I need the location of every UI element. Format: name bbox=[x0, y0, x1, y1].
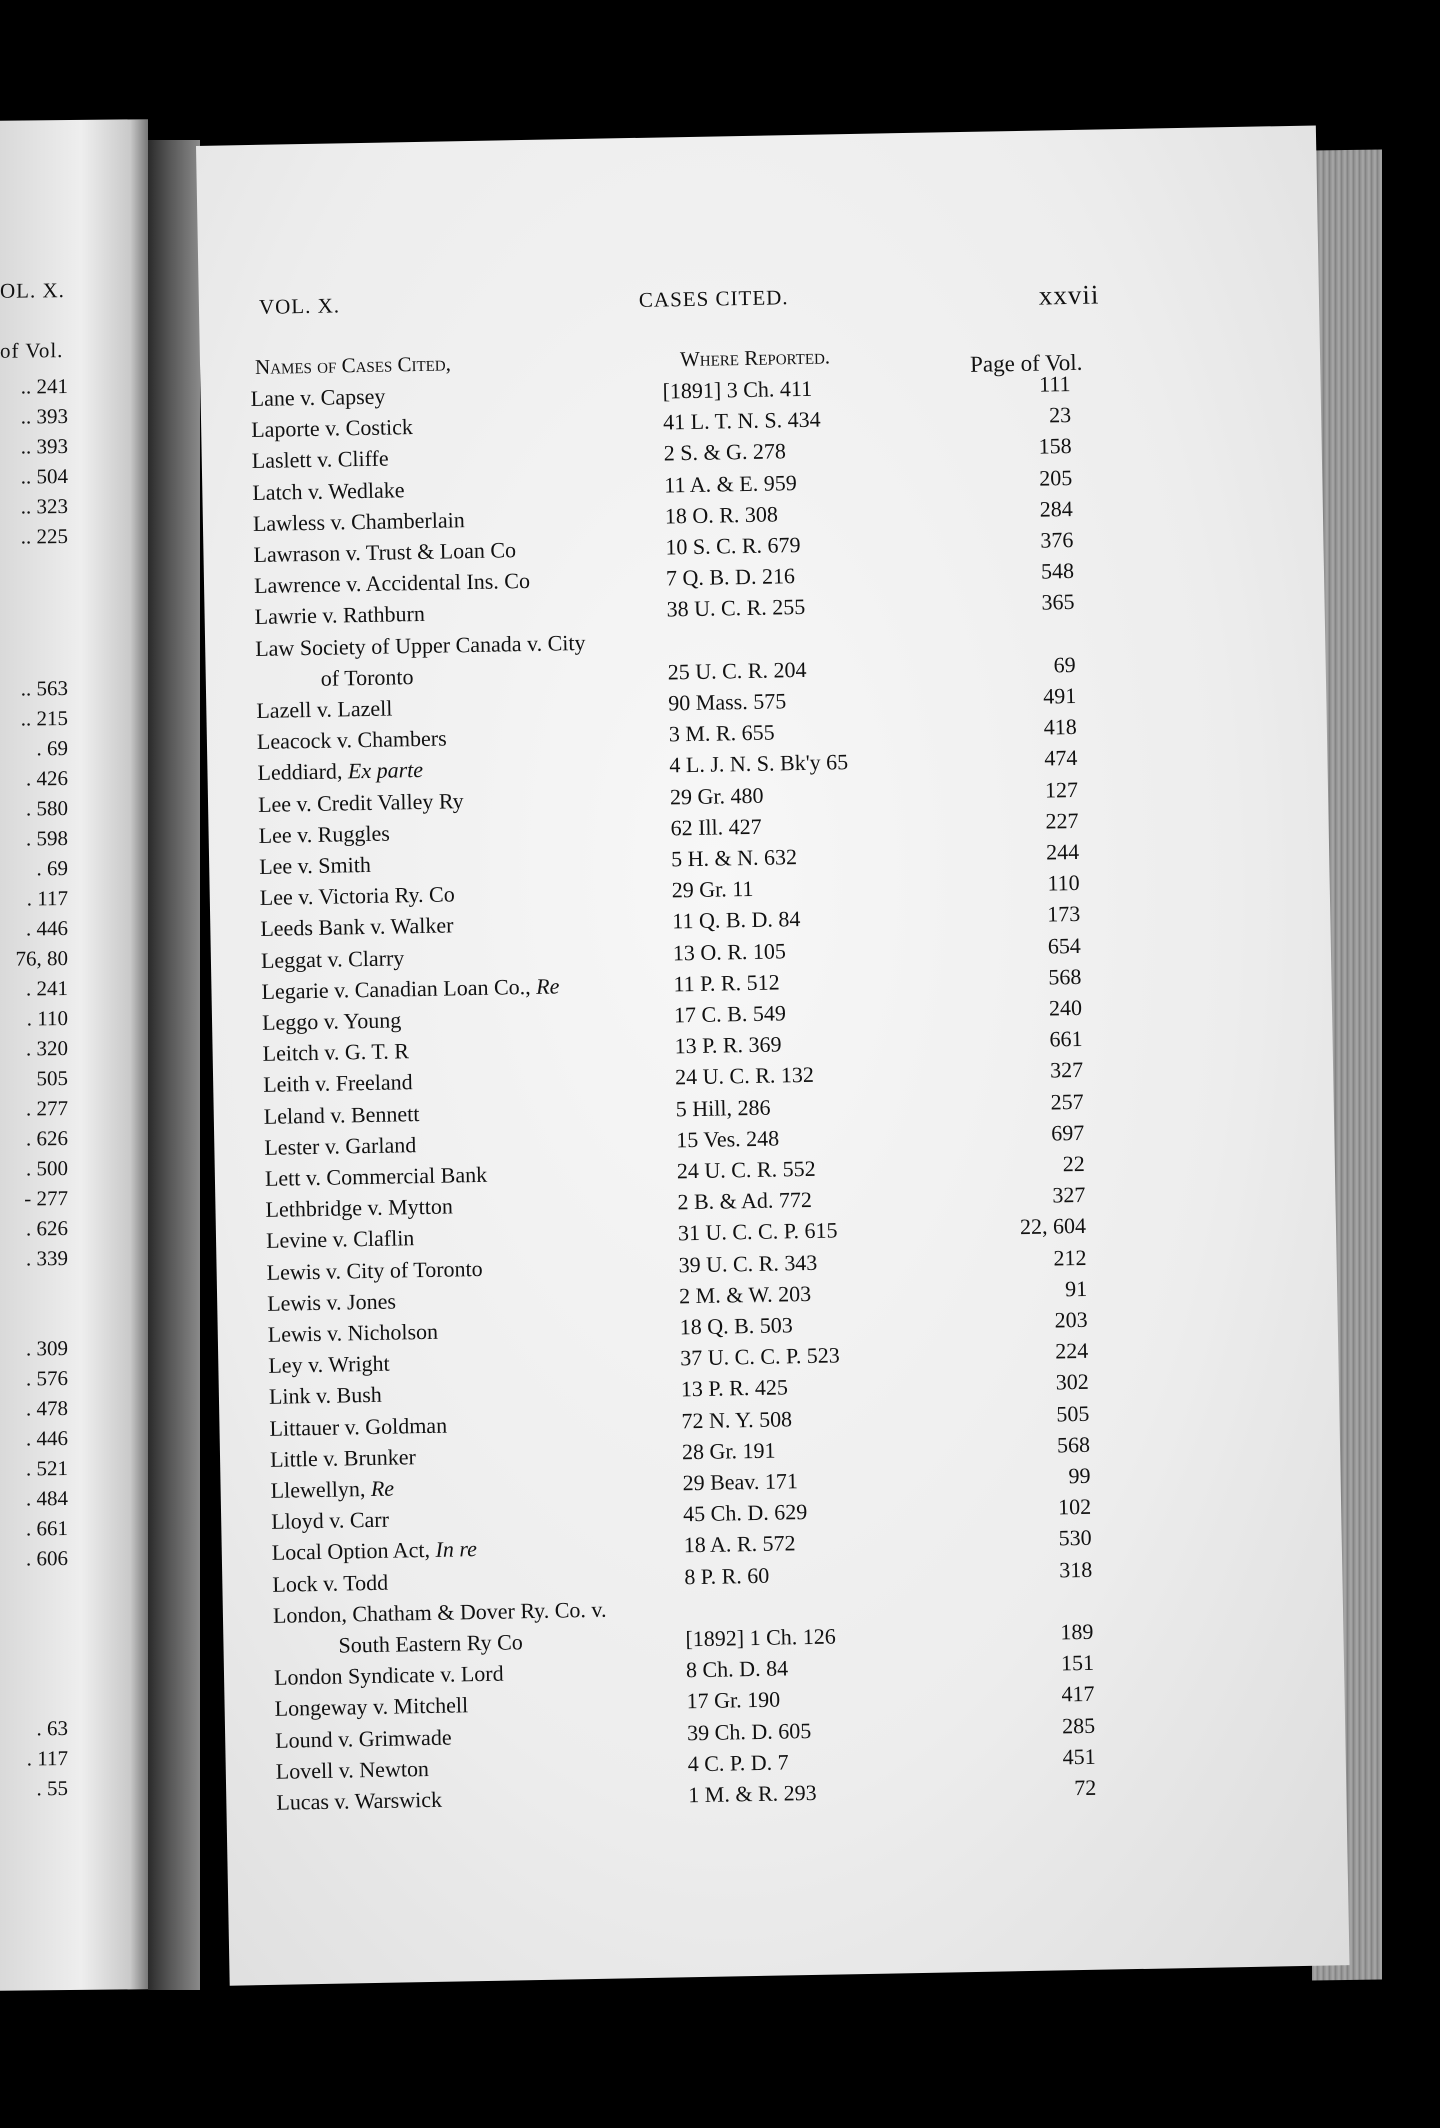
case-name: Lewis v. Jones bbox=[266, 1288, 397, 1316]
left-page-number: . 626 bbox=[26, 1126, 68, 1151]
dot-leader bbox=[572, 1031, 673, 1064]
case-name: Leith v. Freeland bbox=[262, 1069, 413, 1098]
volume-label: VOL. X. bbox=[258, 293, 341, 319]
case-name: Levine v. Claflin bbox=[265, 1225, 415, 1254]
case-name: Lee v. Ruggles bbox=[258, 820, 391, 848]
dot-leader bbox=[563, 500, 664, 533]
where-reported: 13 P. R. 369 bbox=[674, 1031, 782, 1059]
where-reported: 2 M. & W. 203 bbox=[678, 1280, 812, 1309]
where-reported: 7 Q. B. D. 216 bbox=[665, 563, 796, 591]
where-reported: 41 L. T. N. S. 434 bbox=[662, 406, 821, 435]
case-name-wrap bbox=[261, 970, 559, 1006]
where-reported: 29 Gr. 480 bbox=[669, 782, 764, 810]
left-page-number: . 446 bbox=[26, 1426, 68, 1451]
dot-leader bbox=[573, 1093, 674, 1126]
page-of-volume: 654 bbox=[1047, 932, 1082, 959]
case-name: Lewis v. Nicholson bbox=[267, 1318, 439, 1347]
page-of-volume: 417 bbox=[1061, 1681, 1095, 1707]
left-page-number: . 521 bbox=[26, 1456, 68, 1481]
dot-leader bbox=[569, 843, 670, 876]
left-page-number: . 606 bbox=[26, 1546, 68, 1571]
page-of-volume: 661 bbox=[1049, 1026, 1083, 1052]
page-of-volume: 244 bbox=[1045, 838, 1080, 865]
left-page-numbers bbox=[0, 120, 74, 1991]
where-reported: 11 Q. B. D. 84 bbox=[672, 906, 801, 934]
page-of-volume: 568 bbox=[1056, 1431, 1091, 1458]
page-of-volume: 474 bbox=[1044, 745, 1078, 771]
page-of-volume: 327 bbox=[1049, 1057, 1084, 1083]
left-page-number: .. 393 bbox=[20, 434, 68, 459]
dot-leader bbox=[564, 594, 665, 627]
case-name-italic: Ex parte bbox=[347, 757, 424, 784]
dot-leader bbox=[586, 1779, 687, 1812]
left-page-number: . 626 bbox=[26, 1216, 68, 1241]
book-gutter bbox=[148, 140, 200, 1990]
left-page-column-head: of Vol. bbox=[0, 338, 64, 363]
left-page-header: OL. X. bbox=[0, 278, 65, 303]
dot-leader bbox=[585, 1748, 686, 1781]
case-name: Leddiard, bbox=[257, 758, 349, 786]
case-name: Laporte v. Costick bbox=[250, 414, 414, 443]
case-name-italic: Re bbox=[535, 973, 560, 999]
cases-cited-list bbox=[196, 125, 1350, 1985]
left-page-number: . 598 bbox=[26, 826, 68, 851]
dot-leader bbox=[563, 532, 664, 565]
case-name: Lane v. Capsey bbox=[250, 383, 386, 412]
where-reported: 39 U. C. R. 343 bbox=[678, 1249, 818, 1277]
case-name-italic: In re bbox=[435, 1536, 478, 1563]
left-page-number: .. 323 bbox=[20, 494, 68, 519]
case-name-wrap bbox=[270, 1473, 394, 1506]
running-title: CASES CITED. bbox=[638, 285, 789, 312]
case-name: Laslett v. Cliffe bbox=[251, 445, 389, 474]
page-of-volume: 318 bbox=[1059, 1556, 1093, 1583]
case-name: Lock v. Todd bbox=[272, 1569, 389, 1597]
where-reported: 4 C. P. D. 7 bbox=[687, 1749, 789, 1777]
page-of-volume: 203 bbox=[1054, 1306, 1088, 1333]
left-page-number: .. 241 bbox=[20, 374, 68, 399]
left-page-number: . 320 bbox=[26, 1036, 68, 1061]
case-name: Link v. Bush bbox=[268, 1382, 383, 1410]
where-reported: 2 S. & G. 278 bbox=[663, 438, 787, 466]
dot-leader bbox=[576, 1249, 677, 1282]
where-reported: 18 Q. B. 503 bbox=[679, 1312, 793, 1340]
case-name: Lawrason v. Trust & Loan Co bbox=[253, 537, 517, 568]
case-name: Lloyd v. Carr bbox=[270, 1506, 390, 1535]
left-page-number: . 661 bbox=[26, 1516, 68, 1541]
dot-leader bbox=[576, 1218, 677, 1251]
page-of-volume: 257 bbox=[1050, 1088, 1084, 1115]
page-of-volume: 327 bbox=[1052, 1182, 1086, 1208]
left-page-number: . 117 bbox=[26, 886, 68, 911]
left-page-number: . 446 bbox=[26, 916, 68, 941]
where-reported: 1 M. & R. 293 bbox=[688, 1779, 817, 1808]
dot-leader bbox=[567, 719, 668, 752]
case-name: Latch v. Wedlake bbox=[252, 476, 405, 505]
case-name: Lawrie v. Rathburn bbox=[254, 601, 426, 630]
page-of-volume: 22 bbox=[1062, 1150, 1086, 1177]
dot-leader bbox=[579, 1374, 680, 1407]
case-name: London Syndicate v. Lord bbox=[273, 1660, 504, 1691]
page-of-volume: 102 bbox=[1057, 1494, 1092, 1520]
left-page-number: .. 215 bbox=[20, 706, 68, 731]
dot-leader bbox=[567, 750, 668, 783]
page-of-volume: 205 bbox=[1038, 464, 1073, 491]
dot-leader bbox=[561, 438, 662, 471]
case-name: Ley v. Wright bbox=[268, 1350, 390, 1379]
dot-leader bbox=[568, 812, 669, 845]
dot-leader bbox=[580, 1467, 681, 1500]
page-of-volume: 91 bbox=[1064, 1275, 1088, 1302]
page-of-volume: 451 bbox=[1062, 1743, 1096, 1770]
case-name: Leeds Bank v. Walker bbox=[260, 912, 454, 942]
dot-leader bbox=[575, 1155, 676, 1188]
left-page-number: .. 393 bbox=[20, 404, 68, 429]
left-page-number: . 63 bbox=[36, 1716, 68, 1741]
case-name: Lovell v. Newton bbox=[275, 1755, 430, 1784]
case-name: Littauer v. Goldman bbox=[269, 1412, 448, 1441]
dot-leader bbox=[579, 1405, 680, 1438]
case-name: Lazell v. Lazell bbox=[256, 695, 393, 723]
left-page-number: . 500 bbox=[26, 1156, 68, 1181]
book-page bbox=[196, 125, 1350, 1985]
left-page-number: 505 bbox=[36, 1066, 68, 1091]
page-of-volume: 365 bbox=[1041, 589, 1075, 615]
where-reported: 24 U. C. R. 552 bbox=[676, 1155, 816, 1184]
where-reported: [1892] 1 Ch. 126 bbox=[685, 1623, 836, 1652]
case-name: London, Chatham & Dover Ry. Co. v. bbox=[272, 1596, 607, 1628]
where-reported: 25 U. C. R. 204 bbox=[667, 656, 807, 685]
dot-leader bbox=[566, 687, 667, 720]
dot-leader bbox=[577, 1280, 678, 1313]
page-of-volume: 69 bbox=[1053, 651, 1076, 678]
page-of-volume: 697 bbox=[1050, 1119, 1085, 1146]
page-of-volume: 127 bbox=[1044, 776, 1079, 803]
case-name-italic: Re bbox=[370, 1475, 395, 1502]
where-reported: 3 M. R. 655 bbox=[668, 719, 775, 747]
case-name: Little v. Brunker bbox=[269, 1443, 417, 1472]
column-head-names: Names of Cases Cited, bbox=[254, 351, 452, 379]
case-name: Leacock v. Chambers bbox=[256, 725, 447, 755]
dot-leader bbox=[583, 1623, 684, 1656]
where-reported: 37 U. C. C. P. 523 bbox=[680, 1342, 841, 1371]
where-reported: 4 L. J. N. S. Bk'y 65 bbox=[669, 749, 849, 778]
dot-leader bbox=[560, 376, 661, 409]
dot-leader bbox=[580, 1436, 681, 1469]
page-of-volume: 151 bbox=[1060, 1649, 1095, 1676]
dot-leader bbox=[577, 1311, 678, 1344]
case-name: Lound v. Grimwade bbox=[274, 1724, 452, 1753]
left-page-number: .. 563 bbox=[20, 676, 68, 701]
case-name: Law Society of Upper Canada v. City bbox=[254, 629, 586, 661]
page-of-volume: 99 bbox=[1068, 1462, 1091, 1489]
where-reported: 2 B. & Ad. 772 bbox=[677, 1187, 813, 1215]
case-name-wrap bbox=[272, 1533, 478, 1568]
where-reported: 90 Mass. 575 bbox=[668, 688, 787, 716]
left-page-number: . 580 bbox=[26, 796, 68, 821]
where-reported: [1891] 3 Ch. 411 bbox=[662, 375, 813, 404]
page-of-volume: 158 bbox=[1038, 433, 1072, 459]
case-name: Longeway v. Mitchell bbox=[274, 1692, 469, 1722]
where-reported: 17 Gr. 190 bbox=[686, 1686, 781, 1714]
page-of-volume: 111 bbox=[1038, 371, 1071, 397]
dot-leader bbox=[578, 1343, 679, 1376]
left-page-number: . 117 bbox=[26, 1746, 68, 1771]
column-head-page: Page of Vol. bbox=[969, 349, 1083, 377]
dot-leader bbox=[561, 407, 662, 440]
case-name: Lee v. Smith bbox=[258, 851, 372, 879]
where-reported: 62 Ill. 427 bbox=[670, 813, 762, 841]
where-reported: 13 P. R. 425 bbox=[680, 1374, 789, 1402]
page-of-volume: 491 bbox=[1042, 682, 1077, 709]
left-page-number: 76, 80 bbox=[15, 946, 68, 971]
case-name: Leggat v. Clarry bbox=[260, 944, 405, 973]
case-name: Leland v. Bennett bbox=[263, 1100, 420, 1129]
where-reported: 15 Ves. 248 bbox=[676, 1125, 780, 1153]
page-of-volume: 568 bbox=[1048, 963, 1082, 990]
where-reported: 72 N. Y. 508 bbox=[681, 1405, 793, 1433]
column-head-where: Where Reported. bbox=[679, 344, 831, 372]
page-of-volume: 224 bbox=[1054, 1338, 1089, 1364]
case-name: Lawless v. Chamberlain bbox=[252, 506, 465, 536]
page-of-volume: 110 bbox=[1047, 870, 1080, 896]
left-page-number: . 69 bbox=[36, 856, 68, 881]
page-of-volume: 72 bbox=[1074, 1774, 1097, 1801]
left-page-number: . 484 bbox=[26, 1486, 68, 1511]
left-page-number: . 55 bbox=[36, 1776, 68, 1801]
where-reported: 39 Ch. D. 605 bbox=[686, 1717, 812, 1745]
left-page-number: . 69 bbox=[36, 736, 68, 761]
case-name: Lewis v. City of Toronto bbox=[266, 1255, 483, 1285]
left-page-number: . 309 bbox=[26, 1336, 68, 1361]
dot-leader bbox=[569, 875, 670, 908]
case-name: Lett v. Commercial Bank bbox=[264, 1161, 488, 1191]
case-name: Legarie v. Canadian Loan Co., bbox=[261, 973, 537, 1004]
case-name-wrap bbox=[257, 754, 423, 788]
left-page-number: .. 225 bbox=[20, 524, 68, 549]
case-name: Lester v. Garland bbox=[264, 1131, 417, 1160]
where-reported: 29 Gr. 11 bbox=[671, 876, 754, 903]
where-reported: 24 U. C. R. 132 bbox=[674, 1062, 815, 1090]
left-page-number: - 277 bbox=[24, 1186, 68, 1211]
case-name: Lethbridge v. Mytton bbox=[265, 1193, 454, 1223]
case-name: Lawrence v. Accidental Ins. Co bbox=[253, 568, 531, 599]
left-page-number: . 277 bbox=[26, 1096, 68, 1121]
where-reported: 38 U. C. R. 255 bbox=[666, 594, 806, 622]
page-of-volume: 376 bbox=[1040, 526, 1074, 553]
left-page-number: . 576 bbox=[26, 1366, 68, 1391]
page-of-volume: 548 bbox=[1040, 558, 1075, 584]
dot-leader bbox=[582, 1561, 683, 1594]
page-of-volume: 302 bbox=[1055, 1369, 1090, 1395]
where-reported: 18 O. R. 308 bbox=[664, 501, 779, 529]
page-of-volume: 227 bbox=[1045, 807, 1079, 834]
case-name: Local Option Act, bbox=[271, 1537, 436, 1566]
dot-leader bbox=[570, 906, 671, 939]
dot-leader bbox=[574, 1124, 675, 1157]
page-of-volume: 530 bbox=[1058, 1525, 1092, 1551]
dot-leader bbox=[568, 781, 669, 814]
where-reported: 29 Beav. 171 bbox=[682, 1468, 799, 1496]
case-name: of Toronto bbox=[320, 663, 414, 691]
left-facing-page bbox=[0, 119, 148, 1991]
where-reported: 11 A. & E. 959 bbox=[664, 469, 797, 498]
where-reported: 28 Gr. 191 bbox=[681, 1437, 776, 1465]
dot-leader bbox=[573, 1062, 674, 1095]
case-name: Lee v. Victoria Ry. Co bbox=[259, 881, 455, 911]
page-number: xxvii bbox=[1038, 279, 1100, 311]
left-page-number: . 110 bbox=[26, 1006, 68, 1031]
dot-leader bbox=[572, 999, 673, 1032]
where-reported: 18 A. R. 572 bbox=[683, 1530, 796, 1558]
where-reported: 10 S. C. R. 679 bbox=[665, 531, 801, 560]
left-page-number: .. 504 bbox=[20, 464, 68, 489]
case-name: Leitch v. G. T. R bbox=[262, 1038, 410, 1067]
case-name: Llewellyn, bbox=[270, 1476, 372, 1503]
page-of-volume: 284 bbox=[1039, 495, 1074, 522]
case-name: Lucas v. Warswick bbox=[276, 1786, 443, 1815]
dot-leader bbox=[575, 1187, 676, 1220]
where-reported: 11 P. R. 512 bbox=[673, 969, 780, 997]
where-reported: 45 Ch. D. 629 bbox=[682, 1499, 808, 1527]
left-page-number: . 339 bbox=[26, 1246, 68, 1271]
page-of-volume: 23 bbox=[1048, 402, 1072, 428]
dot-leader bbox=[565, 656, 666, 689]
case-name: Lee v. Credit Valley Ry bbox=[257, 787, 464, 817]
dot-leader bbox=[562, 469, 663, 502]
left-page-number: . 241 bbox=[26, 976, 68, 1001]
dot-leader bbox=[571, 968, 672, 1001]
page-of-volume: 240 bbox=[1048, 994, 1083, 1021]
dot-leader bbox=[584, 1655, 685, 1688]
page-of-volume: 22, 604 bbox=[1019, 1213, 1087, 1240]
page-of-volume: 189 bbox=[1060, 1618, 1094, 1645]
page-of-volume: 418 bbox=[1043, 714, 1078, 740]
where-reported: 8 Ch. D. 84 bbox=[685, 1655, 789, 1683]
dot-leader bbox=[585, 1717, 686, 1750]
dot-leader bbox=[571, 937, 672, 970]
where-reported: 13 O. R. 105 bbox=[672, 937, 787, 965]
where-reported: 5 Hill, 286 bbox=[675, 1094, 771, 1121]
where-reported: 31 U. C. C. P. 615 bbox=[677, 1217, 838, 1246]
dot-leader bbox=[581, 1499, 682, 1532]
left-page-number: . 426 bbox=[26, 766, 68, 791]
case-name: Leggo v. Young bbox=[261, 1007, 402, 1035]
page-of-volume: 173 bbox=[1046, 901, 1081, 927]
where-reported: 5 H. & N. 632 bbox=[670, 844, 798, 872]
where-reported: 17 C. B. 549 bbox=[673, 1000, 787, 1028]
page-of-volume: 212 bbox=[1053, 1244, 1087, 1271]
dot-leader bbox=[581, 1530, 682, 1563]
dot-leader bbox=[584, 1686, 685, 1719]
page-of-volume: 285 bbox=[1061, 1712, 1096, 1738]
page-of-volume: 505 bbox=[1056, 1400, 1090, 1427]
where-reported: 8 P. R. 60 bbox=[684, 1562, 770, 1589]
left-page-number: . 478 bbox=[26, 1396, 68, 1421]
dot-leader bbox=[564, 563, 665, 596]
case-name: South Eastern Ry Co bbox=[338, 1629, 523, 1658]
